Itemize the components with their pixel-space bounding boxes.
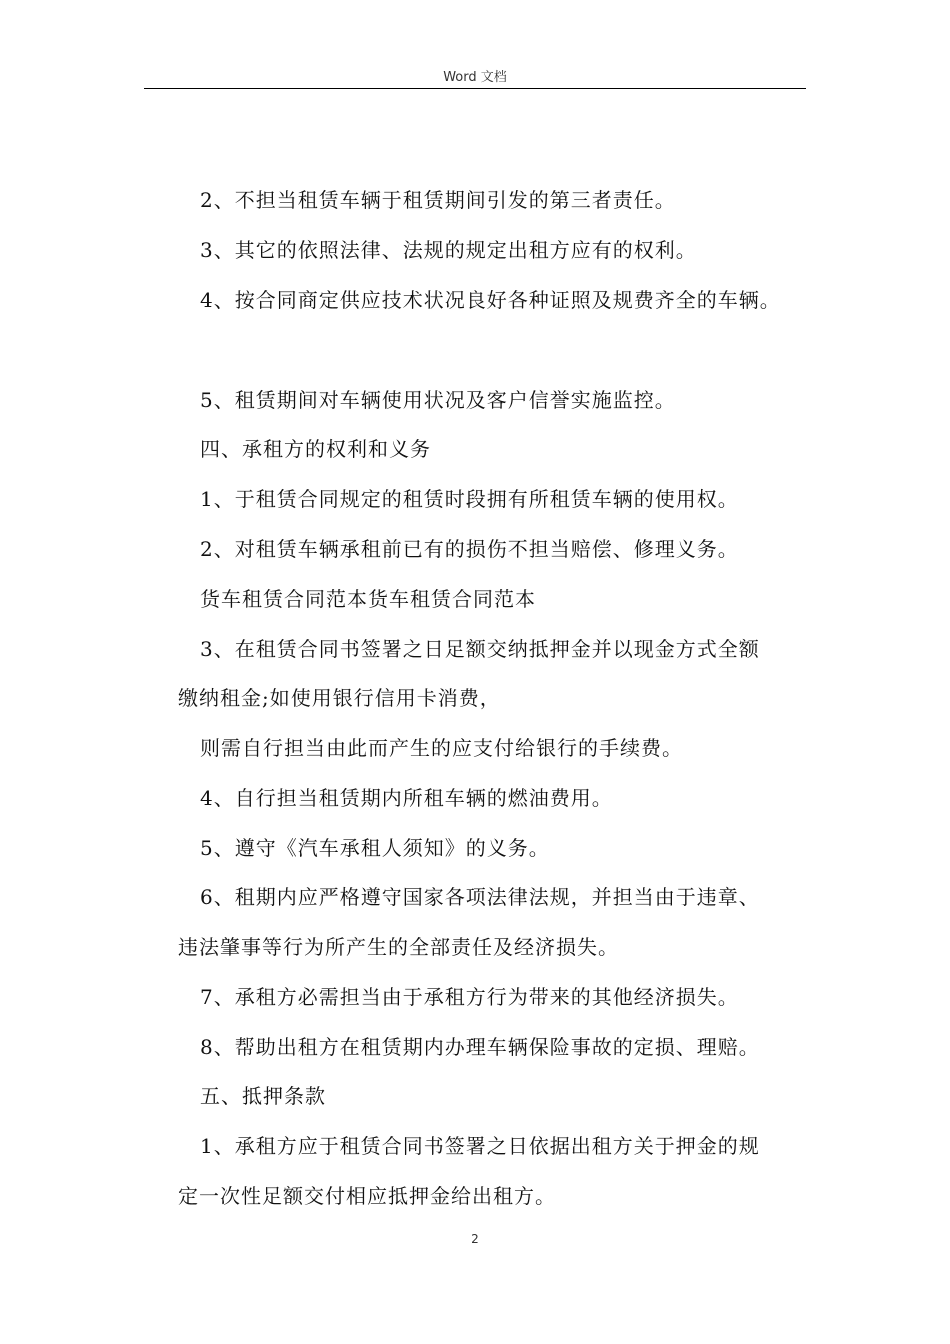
paragraph-line: 8、帮助出租方在租赁期内办理车辆保险事故的定损、理赔。 — [200, 1035, 760, 1059]
paragraph-line: 3、其它的依照法律、法规的规定出租方应有的权利。 — [200, 238, 697, 262]
paragraph-line: 定一次性足额交付相应抵押金给出租方。 — [178, 1184, 556, 1208]
paragraph-line: 5、租赁期间对车辆使用状况及客户信誉实施监控。 — [200, 388, 676, 412]
paragraph-line: 违法肇事等行为所产生的全部责任及经济损失。 — [178, 935, 619, 959]
paragraph-line: 则需自行担当由此而产生的应支付给银行的手续费。 — [200, 736, 683, 760]
paragraph-line: 1、承租方应于租赁合同书签署之日依据出租方关于押金的规 — [200, 1134, 760, 1158]
paragraph-line: 2、对租赁车辆承租前已有的损伤不担当赔偿、修理义务。 — [200, 537, 739, 561]
paragraph-line: 4、自行担当租赁期内所租车辆的燃油费用。 — [200, 786, 613, 810]
paragraph-line: 1、于租赁合同规定的租赁时段拥有所租赁车辆的使用权。 — [200, 487, 739, 511]
paragraph-line: 2、不担当租赁车辆于租赁期间引发的第三者责任。 — [200, 188, 676, 212]
page-number: 2 — [471, 1232, 479, 1246]
section-heading: 四、承租方的权利和义务 — [200, 437, 431, 461]
paragraph-line: 3、在租赁合同书签署之日足额交纳抵押金并以现金方式全额 — [200, 637, 760, 661]
paragraph-line: 7、承租方必需担当由于承租方行为带来的其他经济损失。 — [200, 985, 739, 1009]
paragraph-line: 缴纳租金;如使用银行信用卡消费， — [178, 686, 501, 710]
paragraph-line: 4、按合同商定供应技术状况良好各种证照及规费齐全的车辆。 — [200, 288, 781, 312]
paragraph-line: 5、遵守《汽车承租人须知》的义务。 — [200, 836, 550, 860]
page-header: Word 文档 — [443, 70, 507, 85]
header-rule — [144, 88, 806, 89]
paragraph-line: 货车租赁合同范本货车租赁合同范本 — [200, 587, 536, 611]
section-heading: 五、抵押条款 — [200, 1084, 326, 1108]
paragraph-line: 6、租期内应严格遵守国家各项法律法规，并担当由于违章、 — [200, 885, 760, 909]
